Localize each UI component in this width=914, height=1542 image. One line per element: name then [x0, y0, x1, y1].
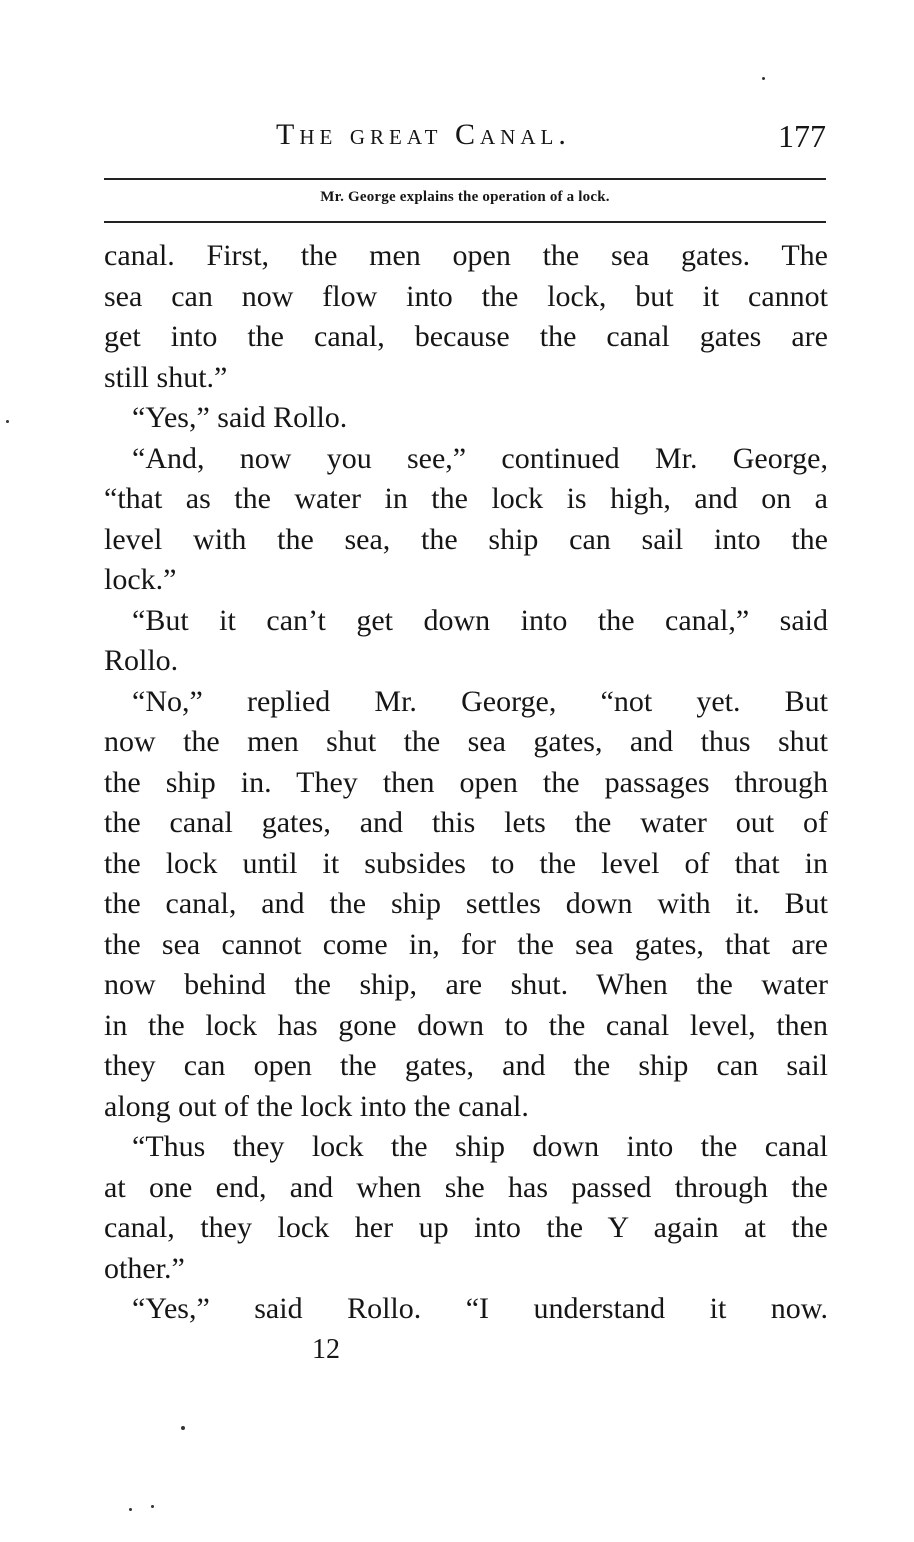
- page-number: 177: [778, 118, 826, 154]
- text-line: along out of the lock into the canal.: [104, 1089, 529, 1123]
- header-rule-bottom: [104, 221, 826, 223]
- text-line: in the lock has gone down to the canal level, then: [104, 1008, 828, 1042]
- text-line: the ship in. They then open the passages through: [104, 765, 828, 799]
- text-line: “Yes,” said Rollo. “I understand it now.: [132, 1292, 828, 1325]
- text-line: they can open the gates, and the ship can sail: [104, 1049, 828, 1082]
- text-line: “that as the water in the lock is high, and on a: [104, 482, 828, 515]
- text-line: “And, now you see,” continued Mr. George,: [132, 441, 828, 475]
- paper-speck: [129, 1508, 132, 1511]
- text-line: the canal gates, and this lets the water out of: [104, 806, 828, 839]
- header-rule-top: [104, 178, 826, 180]
- text-line: level with the sea, the ship can sail into the: [104, 522, 828, 556]
- text-line: other.”: [104, 1251, 185, 1285]
- text-line: still shut.”: [104, 360, 228, 394]
- paper-speck: [762, 77, 765, 80]
- text-line: sea can now flow into the lock, but it cannot: [104, 279, 828, 313]
- text-line: now behind the ship, are shut. When the water: [104, 968, 828, 1001]
- running-head: [104, 118, 826, 164]
- text-line: get into the canal, because the canal gates are: [104, 320, 828, 353]
- text-line: lock.”: [104, 563, 177, 596]
- text-line: “Yes,” said Rollo.: [132, 401, 348, 434]
- body-text: [104, 236, 828, 1330]
- paper-speck: [151, 1505, 154, 1508]
- page-subheading: Mr. George explains the operation of a lock.: [320, 189, 610, 205]
- text-line: “Thus they lock the ship down into the canal: [132, 1130, 828, 1163]
- text-line: at one end, and when she has passed through the: [104, 1170, 828, 1204]
- text-line: “No,” replied Mr. George, “not yet. But: [132, 684, 828, 718]
- text-line: canal, they lock her up into the Y again at the: [104, 1211, 828, 1244]
- text-line: the canal, and the ship settles down with it. But: [104, 887, 828, 920]
- text-line: canal. First, the men open the sea gates. The: [104, 239, 828, 272]
- text-line: the lock until it subsides to the level of that in: [104, 846, 828, 880]
- signature-mark: 12: [312, 1334, 340, 1365]
- text-line: “But it can’t get down into the canal,” said: [132, 603, 828, 637]
- text-line: Rollo.: [104, 644, 179, 677]
- text-line: now the men shut the sea gates, and thus shut: [104, 725, 828, 758]
- paper-speck: [181, 1426, 185, 1430]
- text-line: the sea cannot come in, for the sea gates, that are: [104, 927, 828, 961]
- paper-speck: [6, 420, 9, 423]
- running-title: The great Canal.: [276, 118, 571, 151]
